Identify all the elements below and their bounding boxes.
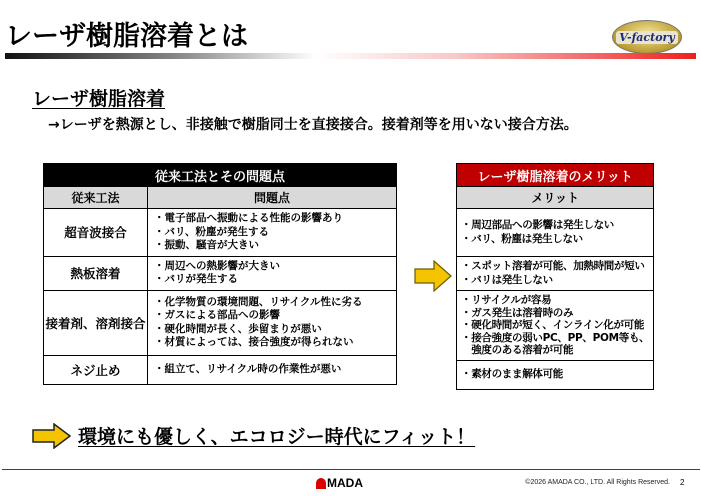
merit-item: ・接合強度の弱いPC、PP、POM等も、 bbox=[461, 331, 650, 344]
method-cell: 熱板溶着 bbox=[44, 256, 148, 290]
table-row bbox=[457, 291, 654, 361]
table-row bbox=[457, 257, 654, 291]
problem-item: ・化学物質の環境問題、リサイクル性に劣る bbox=[154, 295, 363, 308]
merit-item: ・素材のまま解体可能 bbox=[461, 367, 563, 380]
amada-logo-text: MADA bbox=[327, 476, 363, 490]
laser-merits-table bbox=[456, 163, 654, 390]
copyright: ©2026 AMADA CO., LTD. All Rights Reserved. bbox=[525, 479, 670, 486]
page-title: レーザ樹脂溶着とは bbox=[5, 21, 248, 52]
page-number: 2 bbox=[680, 478, 685, 487]
method-cell: 接着剤、溶剤接合 bbox=[44, 290, 148, 355]
problem-cell bbox=[148, 256, 397, 290]
merit-item: ・ガス発生は溶着時のみ bbox=[461, 306, 574, 319]
table-row bbox=[44, 256, 397, 290]
section-heading: レーザ樹脂溶着 bbox=[32, 88, 166, 110]
problem-cell bbox=[148, 355, 397, 384]
table-header: レーザ樹脂溶着のメリット bbox=[457, 164, 654, 187]
problem-cell bbox=[148, 209, 397, 257]
method-cell: 超音波接合 bbox=[44, 209, 148, 257]
problem-item: ・硬化時間が長く、歩留まりが悪い bbox=[154, 322, 322, 335]
table-row bbox=[44, 355, 397, 384]
amada-logo bbox=[316, 476, 363, 490]
problem-item: ・バリが発生する bbox=[154, 273, 238, 285]
merit-item: ・硬化時間が短く、インライン化が可能 bbox=[461, 319, 645, 331]
merit-item: 強度のある溶着が可能 bbox=[461, 344, 574, 356]
merit-item: ・周辺部品への影響は発生しない bbox=[461, 219, 614, 231]
table-row bbox=[44, 290, 397, 355]
merit-cell bbox=[457, 209, 654, 257]
problem-item: ・ガスによる部品への影響 bbox=[154, 309, 280, 321]
merit-item: ・バリは発生しない bbox=[461, 273, 553, 286]
v-factory-logo bbox=[612, 20, 682, 54]
merit-cell bbox=[457, 291, 654, 361]
right-arrow-icon bbox=[414, 260, 452, 292]
problem-item: ・材質によっては、接合強度が得られない bbox=[154, 336, 354, 348]
problem-item: ・振動、騒音が大きい bbox=[154, 239, 259, 251]
merit-item: ・リサイクルが容易 bbox=[461, 294, 552, 306]
section-description: →レーザを熱源とし、非接触で樹脂同士を直接接合。接着剤等を用いない接合方法。 bbox=[48, 117, 578, 133]
problem-item: ・組立て、リサイクル時の作業性が悪い bbox=[154, 362, 342, 375]
amada-logo-mark bbox=[316, 478, 326, 489]
problem-item: ・周辺への熱影響が大きい bbox=[154, 259, 280, 272]
problem-item: ・バリ、粉塵が発生する bbox=[154, 225, 269, 238]
eco-message: 環境にも優しく、エコロジー時代にフィット！ bbox=[78, 426, 476, 448]
merit-cell bbox=[457, 360, 654, 389]
table-row bbox=[457, 360, 654, 389]
merit-item: ・スポット溶着が可能、加熱時間が短い bbox=[461, 260, 645, 272]
problem-item: ・電子部品へ振動による性能の影響あり bbox=[154, 212, 343, 224]
method-cell: ネジ止め bbox=[44, 355, 148, 384]
table-row bbox=[44, 209, 397, 257]
footer-divider bbox=[2, 469, 700, 470]
conventional-methods-table bbox=[43, 163, 397, 385]
title-divider bbox=[5, 53, 696, 59]
column-header-method: 従来工法 bbox=[44, 187, 148, 209]
column-header-problem: 問題点 bbox=[148, 187, 397, 209]
merit-item: ・バリ、粉塵は発生しない bbox=[461, 232, 583, 245]
logo-text: V-factory bbox=[616, 31, 677, 44]
merit-cell bbox=[457, 257, 654, 291]
table-header: 従来工法とその問題点 bbox=[44, 164, 397, 187]
problem-cell bbox=[148, 290, 397, 355]
column-header-merit: メリット bbox=[457, 187, 654, 209]
right-arrow-icon bbox=[32, 423, 72, 449]
table-row bbox=[457, 209, 654, 257]
